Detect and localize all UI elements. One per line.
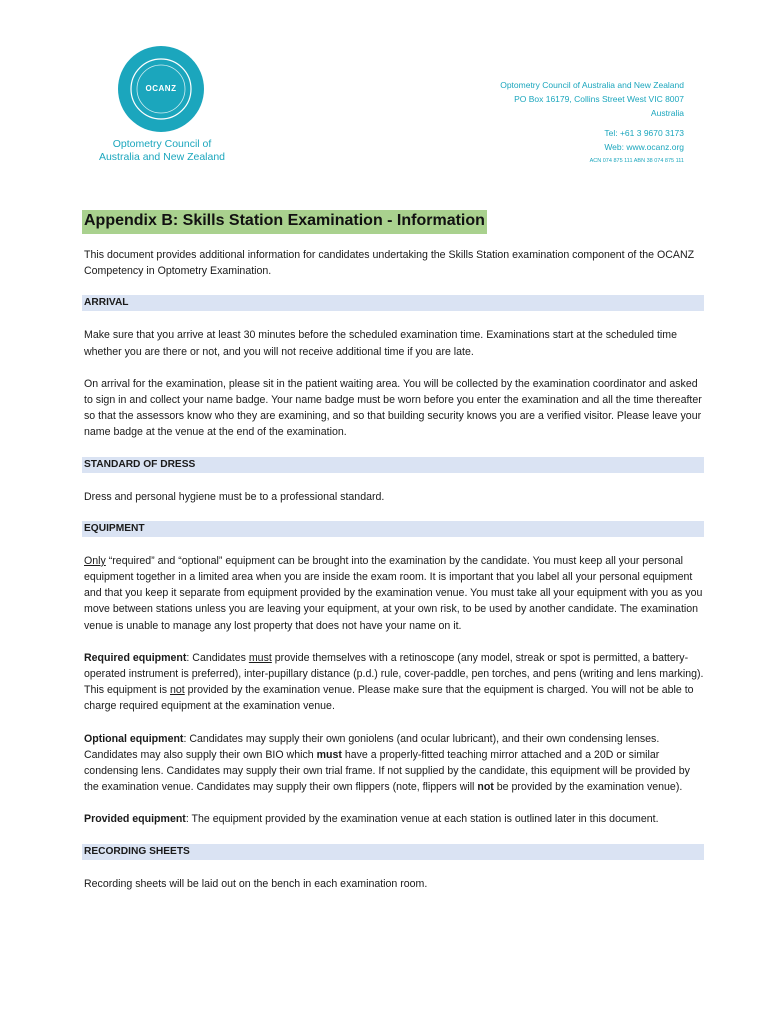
page-title: Appendix B: Skills Station Examination - Information bbox=[82, 210, 487, 234]
contact-line3: Australia bbox=[650, 108, 684, 118]
contact-line2: PO Box 16179, Collins Street West VIC 8007 bbox=[514, 94, 684, 104]
provided-equipment-paragraph: Provided equipment: The equipment provided by the examination venue at each station is outlined later in this document. bbox=[84, 813, 659, 826]
contact-line1: Optometry Council of Australia and New Zealand bbox=[500, 80, 684, 90]
section-heading-arrival: ARRIVAL bbox=[82, 295, 704, 311]
dress-paragraph: Dress and personal hygiene must be to a professional standard. bbox=[84, 490, 385, 503]
only-emphasis: Only bbox=[84, 554, 106, 567]
ocanz-logo bbox=[118, 46, 204, 132]
contact-web: Web: www.ocanz.org bbox=[604, 142, 684, 152]
arrival-paragraph-2: On arrival for the examination, please sit in the patient waiting area. You will be collected by the examination coordinator and asked to sign in and collect your name badge. Your name badge must be worn before you enter the examination and all the time thereafter so that the assessors know who they are examining, and so that building security knows you are a verified visitor. Please leave your name badge at the venue at the end of the examination. bbox=[84, 377, 702, 439]
optional-equipment-paragraph: Optional equipment: Candidates may supply their own goniolens (and ocular lubricant), and their own condensing lenses. Candidates may also supply their own BIO which must have a properly-fitted teaching mirror attached and a 20D or similar condensing lens. Candidates may supply their own trial frame. If not supplied by the candidate, this equipment will be provided by the examination venue. Candidates may supply their own flippers (note, flippers will not be provided by the examination venue). bbox=[84, 732, 690, 794]
recording-paragraph: Recording sheets will be laid out on the bench in each examination room. bbox=[84, 877, 428, 890]
intro-paragraph: This document provides additional information for candidates undertaking the Skills Station examination component of the OCANZ Competency in Optometry Examination. bbox=[84, 249, 695, 278]
logo-text: OCANZ bbox=[145, 84, 177, 93]
required-equipment-label: Required equipment bbox=[84, 651, 187, 664]
org-name-line2: Australia and New Zealand bbox=[98, 151, 226, 163]
required-equipment-paragraph: Required equipment: Candidates must provide themselves with a retinoscope (any model, streak or spot is permitted, a battery-operated instrument is preferred), inter-pupillary distance (p.d.) rule, cover-paddle, pen torches, and pens (writing and lens marking). This equipment is not provided by the examination venue. Please make sure that the equipment is charged. You will not be able to charge required equipment at the examination venue. bbox=[84, 651, 704, 713]
arrival-paragraph-1: Make sure that you arrive at least 30 minutes before the scheduled examination time. Examinations start at the scheduled time whether you are there or not, and you will not receive additional time if you are late. bbox=[84, 329, 677, 358]
section-heading-recording: RECORDING SHEETS bbox=[82, 844, 704, 860]
contact-ids: ACN 074 875 111 ABN 38 074 875 111 bbox=[589, 158, 684, 164]
org-name-line1: Optometry Council of bbox=[112, 138, 212, 150]
contact-block bbox=[424, 78, 684, 166]
document-body bbox=[84, 247, 704, 908]
section-heading-equipment: EQUIPMENT bbox=[82, 521, 704, 537]
provided-equipment-label: Provided equipment bbox=[84, 813, 186, 826]
contact-tel: Tel: +61 3 9670 3173 bbox=[604, 128, 684, 138]
org-name bbox=[92, 138, 232, 164]
optional-equipment-label: Optional equipment bbox=[84, 732, 184, 745]
equipment-paragraph-1: Only “required” and “optional” equipment can be brought into the examination by the candidate. You must keep all your personal equipment together in a limited area when you are inside the exam room. It is important that you label all your personal equipment and that you keep it separate from equipment provided by the examination venue. You must take all your equipment with you as you move between stations unless you are leaving your equipment, at your own risk, to be used by another candidate. The examination venue is unable to manage any lost property that does not have your name on it. bbox=[84, 554, 703, 632]
section-heading-dress: STANDARD OF DRESS bbox=[82, 457, 704, 473]
